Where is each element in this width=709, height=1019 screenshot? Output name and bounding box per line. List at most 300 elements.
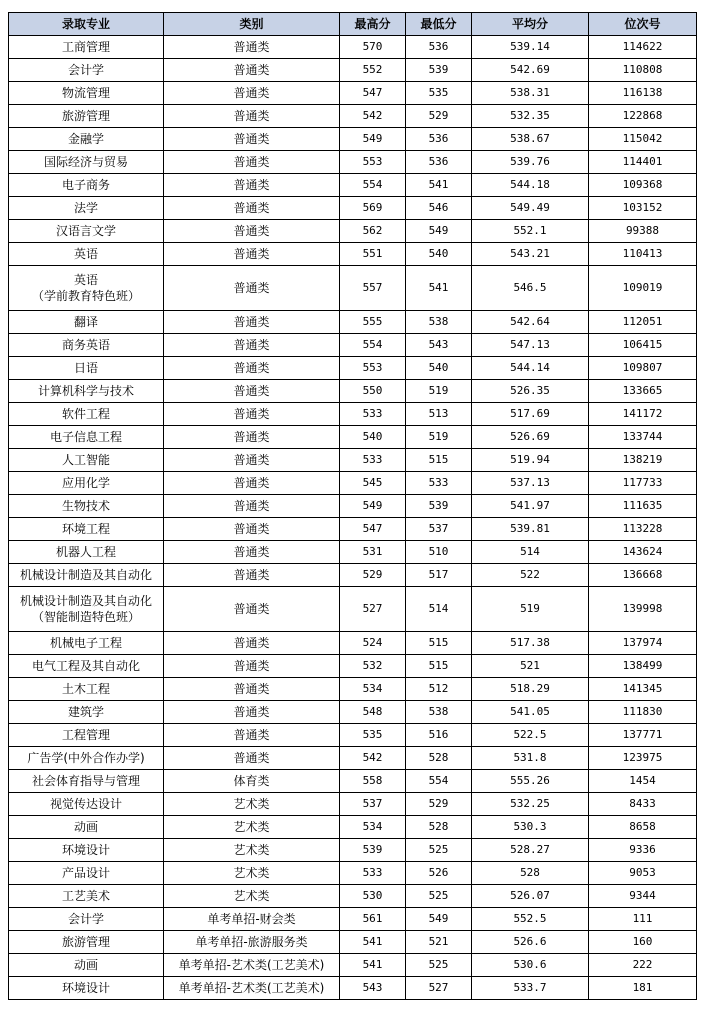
cell-major xyxy=(9,311,164,334)
cell-category: 普通类 xyxy=(164,311,340,334)
cell-category: 普通类 xyxy=(164,334,340,357)
table-row xyxy=(9,564,697,587)
cell-major xyxy=(9,816,164,839)
cell-rank: 139998 xyxy=(589,587,697,632)
major-name: 旅游管理 xyxy=(61,935,110,949)
cell-min-score: 513 xyxy=(406,403,472,426)
table-row xyxy=(9,403,697,426)
cell-avg-score: 533.7 xyxy=(472,977,589,1000)
cell-min-score: 526 xyxy=(406,862,472,885)
cell-rank: 109368 xyxy=(589,174,697,197)
major-name: 英语 xyxy=(73,273,98,287)
cell-avg-score: 526.69 xyxy=(472,426,589,449)
table-row xyxy=(9,472,697,495)
cell-min-score: 536 xyxy=(406,128,472,151)
major-name: 工程管理 xyxy=(61,728,110,742)
cell-major xyxy=(9,197,164,220)
table-row xyxy=(9,931,697,954)
cell-rank: 99388 xyxy=(589,220,697,243)
cell-category: 普通类 xyxy=(164,655,340,678)
cell-rank: 110808 xyxy=(589,59,697,82)
table-row xyxy=(9,977,697,1000)
cell-min-score: 519 xyxy=(406,380,472,403)
cell-rank: 137771 xyxy=(589,724,697,747)
cell-avg-score: 541.97 xyxy=(472,495,589,518)
cell-category: 单考单招-艺术类(工艺美术) xyxy=(164,977,340,1000)
table-row xyxy=(9,954,697,977)
cell-rank: 112051 xyxy=(589,311,697,334)
cell-rank: 111 xyxy=(589,908,697,931)
cell-max-score: 541 xyxy=(340,931,406,954)
cell-avg-score: 552.1 xyxy=(472,220,589,243)
cell-avg-score: 542.64 xyxy=(472,311,589,334)
cell-category: 普通类 xyxy=(164,151,340,174)
cell-major xyxy=(9,632,164,655)
major-note: （智能制造特色班） xyxy=(31,610,140,624)
cell-major xyxy=(9,954,164,977)
table-row xyxy=(9,839,697,862)
cell-category: 普通类 xyxy=(164,357,340,380)
header-min-score: 最低分 xyxy=(406,13,472,36)
cell-max-score: 529 xyxy=(340,564,406,587)
cell-max-score: 553 xyxy=(340,357,406,380)
cell-max-score: 570 xyxy=(340,36,406,59)
cell-category: 普通类 xyxy=(164,449,340,472)
table-row xyxy=(9,587,697,632)
major-name: 法学 xyxy=(73,201,98,215)
cell-rank: 123975 xyxy=(589,747,697,770)
cell-category: 普通类 xyxy=(164,128,340,151)
major-name: 金融学 xyxy=(67,132,104,146)
cell-min-score: 521 xyxy=(406,931,472,954)
cell-major xyxy=(9,472,164,495)
cell-avg-score: 519.94 xyxy=(472,449,589,472)
cell-avg-score: 539.76 xyxy=(472,151,589,174)
cell-avg-score: 532.25 xyxy=(472,793,589,816)
table-row xyxy=(9,220,697,243)
cell-rank: 9053 xyxy=(589,862,697,885)
cell-category: 普通类 xyxy=(164,59,340,82)
cell-category: 艺术类 xyxy=(164,839,340,862)
cell-max-score: 531 xyxy=(340,541,406,564)
cell-rank: 111635 xyxy=(589,495,697,518)
major-name: 环境工程 xyxy=(61,522,110,536)
cell-avg-score: 547.13 xyxy=(472,334,589,357)
cell-avg-score: 541.05 xyxy=(472,701,589,724)
cell-min-score: 527 xyxy=(406,977,472,1000)
cell-category: 单考单招-旅游服务类 xyxy=(164,931,340,954)
cell-avg-score: 518.29 xyxy=(472,678,589,701)
cell-max-score: 569 xyxy=(340,197,406,220)
table-row xyxy=(9,495,697,518)
cell-major xyxy=(9,655,164,678)
cell-category: 单考单招-财会类 xyxy=(164,908,340,931)
cell-major xyxy=(9,449,164,472)
cell-max-score: 533 xyxy=(340,449,406,472)
cell-avg-score: 546.5 xyxy=(472,266,589,311)
cell-min-score: 529 xyxy=(406,793,472,816)
cell-min-score: 543 xyxy=(406,334,472,357)
cell-category: 艺术类 xyxy=(164,862,340,885)
cell-rank: 111830 xyxy=(589,701,697,724)
cell-rank: 222 xyxy=(589,954,697,977)
cell-avg-score: 521 xyxy=(472,655,589,678)
major-name: 机械设计制造及其自动化 xyxy=(19,568,152,582)
cell-max-score: 554 xyxy=(340,334,406,357)
cell-max-score: 534 xyxy=(340,816,406,839)
cell-rank: 109019 xyxy=(589,266,697,311)
cell-max-score: 550 xyxy=(340,380,406,403)
cell-major xyxy=(9,36,164,59)
cell-avg-score: 539.81 xyxy=(472,518,589,541)
table-row xyxy=(9,908,697,931)
cell-max-score: 558 xyxy=(340,770,406,793)
major-name: 环境设计 xyxy=(61,981,110,995)
cell-rank: 109807 xyxy=(589,357,697,380)
cell-category: 普通类 xyxy=(164,632,340,655)
cell-min-score: 538 xyxy=(406,311,472,334)
table-row xyxy=(9,243,697,266)
admission-scores-table xyxy=(8,12,697,1000)
cell-category: 普通类 xyxy=(164,380,340,403)
cell-avg-score: 555.26 xyxy=(472,770,589,793)
cell-rank: 137974 xyxy=(589,632,697,655)
table-row xyxy=(9,334,697,357)
cell-rank: 110413 xyxy=(589,243,697,266)
major-name: 电气工程及其自动化 xyxy=(31,659,140,673)
cell-avg-score: 526.07 xyxy=(472,885,589,908)
cell-max-score: 541 xyxy=(340,954,406,977)
major-name: 建筑学 xyxy=(67,705,104,719)
cell-rank: 143624 xyxy=(589,541,697,564)
cell-min-score: 554 xyxy=(406,770,472,793)
major-name: 动画 xyxy=(73,958,98,972)
cell-avg-score: 526.6 xyxy=(472,931,589,954)
cell-category: 单考单招-艺术类(工艺美术) xyxy=(164,954,340,977)
cell-min-score: 512 xyxy=(406,678,472,701)
major-name: 物流管理 xyxy=(61,86,110,100)
cell-rank: 115042 xyxy=(589,128,697,151)
major-name: 动画 xyxy=(73,820,98,834)
admission-table-container xyxy=(8,12,696,1000)
cell-major xyxy=(9,59,164,82)
cell-min-score: 510 xyxy=(406,541,472,564)
cell-min-score: 536 xyxy=(406,151,472,174)
cell-max-score: 549 xyxy=(340,128,406,151)
cell-max-score: 545 xyxy=(340,472,406,495)
cell-max-score: 542 xyxy=(340,747,406,770)
major-name: 旅游管理 xyxy=(61,109,110,123)
cell-avg-score: 542.69 xyxy=(472,59,589,82)
header-max-score: 最高分 xyxy=(340,13,406,36)
cell-max-score: 548 xyxy=(340,701,406,724)
cell-category: 普通类 xyxy=(164,174,340,197)
major-name: 计算机科学与技术 xyxy=(37,384,134,398)
cell-major xyxy=(9,495,164,518)
cell-major xyxy=(9,747,164,770)
major-name: 应用化学 xyxy=(61,476,110,490)
cell-rank: 8433 xyxy=(589,793,697,816)
cell-avg-score: 544.14 xyxy=(472,357,589,380)
cell-min-score: 537 xyxy=(406,518,472,541)
major-name: 商务英语 xyxy=(61,338,110,352)
cell-rank: 9344 xyxy=(589,885,697,908)
major-name: 生物技术 xyxy=(61,499,110,513)
cell-avg-score: 531.8 xyxy=(472,747,589,770)
cell-rank: 113228 xyxy=(589,518,697,541)
cell-major xyxy=(9,82,164,105)
cell-min-score: 540 xyxy=(406,243,472,266)
cell-max-score: 554 xyxy=(340,174,406,197)
table-row xyxy=(9,380,697,403)
cell-avg-score: 517.38 xyxy=(472,632,589,655)
cell-category: 艺术类 xyxy=(164,793,340,816)
cell-rank: 106415 xyxy=(589,334,697,357)
cell-min-score: 516 xyxy=(406,724,472,747)
cell-rank: 8658 xyxy=(589,816,697,839)
cell-min-score: 515 xyxy=(406,655,472,678)
cell-min-score: 541 xyxy=(406,174,472,197)
cell-min-score: 536 xyxy=(406,36,472,59)
major-name: 产品设计 xyxy=(61,866,110,880)
cell-category: 普通类 xyxy=(164,403,340,426)
cell-major xyxy=(9,266,164,311)
cell-min-score: 528 xyxy=(406,747,472,770)
cell-category: 普通类 xyxy=(164,724,340,747)
major-name: 环境设计 xyxy=(61,843,110,857)
cell-avg-score: 543.21 xyxy=(472,243,589,266)
cell-min-score: 525 xyxy=(406,839,472,862)
major-name: 会计学 xyxy=(67,63,104,77)
major-name: 机械设计制造及其自动化 xyxy=(19,594,152,608)
cell-avg-score: 549.49 xyxy=(472,197,589,220)
cell-min-score: 539 xyxy=(406,495,472,518)
cell-major xyxy=(9,357,164,380)
major-name: 会计学 xyxy=(67,912,104,926)
cell-min-score: 541 xyxy=(406,266,472,311)
cell-min-score: 515 xyxy=(406,449,472,472)
cell-rank: 141345 xyxy=(589,678,697,701)
table-row xyxy=(9,449,697,472)
header-rank: 位次号 xyxy=(589,13,697,36)
cell-rank: 160 xyxy=(589,931,697,954)
cell-major xyxy=(9,541,164,564)
major-name: 软件工程 xyxy=(61,407,110,421)
cell-avg-score: 522 xyxy=(472,564,589,587)
cell-major xyxy=(9,243,164,266)
table-row xyxy=(9,655,697,678)
major-name: 电子信息工程 xyxy=(49,430,122,444)
cell-category: 普通类 xyxy=(164,518,340,541)
table-row xyxy=(9,36,697,59)
cell-max-score: 555 xyxy=(340,311,406,334)
cell-avg-score: 530.6 xyxy=(472,954,589,977)
cell-avg-score: 517.69 xyxy=(472,403,589,426)
cell-min-score: 546 xyxy=(406,197,472,220)
major-name: 工商管理 xyxy=(61,40,110,54)
cell-category: 普通类 xyxy=(164,243,340,266)
cell-category: 普通类 xyxy=(164,564,340,587)
cell-avg-score: 519 xyxy=(472,587,589,632)
cell-avg-score: 526.35 xyxy=(472,380,589,403)
cell-max-score: 553 xyxy=(340,151,406,174)
cell-max-score: 539 xyxy=(340,839,406,862)
table-row xyxy=(9,266,697,311)
cell-major xyxy=(9,862,164,885)
cell-category: 艺术类 xyxy=(164,885,340,908)
table-body xyxy=(9,36,697,1000)
header-major: 录取专业 xyxy=(9,13,164,36)
cell-rank: 122868 xyxy=(589,105,697,128)
cell-avg-score: 530.3 xyxy=(472,816,589,839)
cell-major xyxy=(9,977,164,1000)
cell-category: 普通类 xyxy=(164,472,340,495)
table-row xyxy=(9,105,697,128)
table-row xyxy=(9,151,697,174)
major-name: 机器人工程 xyxy=(55,545,116,559)
table-row xyxy=(9,678,697,701)
cell-avg-score: 538.31 xyxy=(472,82,589,105)
major-name: 日语 xyxy=(73,361,98,375)
cell-major xyxy=(9,793,164,816)
cell-category: 体育类 xyxy=(164,770,340,793)
cell-major xyxy=(9,174,164,197)
cell-category: 普通类 xyxy=(164,82,340,105)
cell-max-score: 549 xyxy=(340,495,406,518)
cell-rank: 9336 xyxy=(589,839,697,862)
cell-max-score: 557 xyxy=(340,266,406,311)
cell-max-score: 543 xyxy=(340,977,406,1000)
cell-category: 普通类 xyxy=(164,105,340,128)
cell-max-score: 551 xyxy=(340,243,406,266)
cell-major xyxy=(9,885,164,908)
cell-major xyxy=(9,701,164,724)
cell-min-score: 529 xyxy=(406,105,472,128)
cell-rank: 136668 xyxy=(589,564,697,587)
table-row xyxy=(9,357,697,380)
major-name: 工艺美术 xyxy=(61,889,110,903)
cell-major xyxy=(9,678,164,701)
cell-avg-score: 539.14 xyxy=(472,36,589,59)
cell-min-score: 549 xyxy=(406,220,472,243)
major-name: 社会体育指导与管理 xyxy=(31,774,140,788)
cell-major xyxy=(9,839,164,862)
cell-rank: 141172 xyxy=(589,403,697,426)
cell-major xyxy=(9,151,164,174)
major-name: 国际经济与贸易 xyxy=(43,155,128,169)
cell-category: 普通类 xyxy=(164,36,340,59)
major-name: 广告学(中外合作办学) xyxy=(27,751,145,765)
cell-category: 普通类 xyxy=(164,747,340,770)
cell-min-score: 538 xyxy=(406,701,472,724)
cell-max-score: 540 xyxy=(340,426,406,449)
header-avg-score: 平均分 xyxy=(472,13,589,36)
cell-rank: 133744 xyxy=(589,426,697,449)
table-row xyxy=(9,724,697,747)
cell-avg-score: 532.35 xyxy=(472,105,589,128)
table-row xyxy=(9,59,697,82)
cell-max-score: 542 xyxy=(340,105,406,128)
cell-max-score: 524 xyxy=(340,632,406,655)
cell-min-score: 528 xyxy=(406,816,472,839)
major-name: 土木工程 xyxy=(61,682,110,696)
table-row xyxy=(9,770,697,793)
cell-rank: 117733 xyxy=(589,472,697,495)
cell-major xyxy=(9,587,164,632)
cell-rank: 116138 xyxy=(589,82,697,105)
cell-category: 普通类 xyxy=(164,197,340,220)
cell-max-score: 527 xyxy=(340,587,406,632)
cell-major xyxy=(9,380,164,403)
table-row xyxy=(9,174,697,197)
cell-min-score: 540 xyxy=(406,357,472,380)
table-row xyxy=(9,632,697,655)
major-name: 翻译 xyxy=(73,315,98,329)
cell-max-score: 535 xyxy=(340,724,406,747)
cell-min-score: 533 xyxy=(406,472,472,495)
table-row xyxy=(9,816,697,839)
cell-min-score: 549 xyxy=(406,908,472,931)
header-category: 类别 xyxy=(164,13,340,36)
cell-major xyxy=(9,724,164,747)
cell-category: 普通类 xyxy=(164,587,340,632)
cell-avg-score: 544.18 xyxy=(472,174,589,197)
cell-major xyxy=(9,426,164,449)
cell-category: 普通类 xyxy=(164,701,340,724)
cell-avg-score: 537.13 xyxy=(472,472,589,495)
cell-avg-score: 528.27 xyxy=(472,839,589,862)
cell-max-score: 547 xyxy=(340,82,406,105)
cell-max-score: 537 xyxy=(340,793,406,816)
cell-major xyxy=(9,770,164,793)
cell-category: 普通类 xyxy=(164,541,340,564)
cell-min-score: 539 xyxy=(406,59,472,82)
cell-max-score: 532 xyxy=(340,655,406,678)
cell-max-score: 534 xyxy=(340,678,406,701)
cell-min-score: 514 xyxy=(406,587,472,632)
major-name: 机械电子工程 xyxy=(49,636,122,650)
cell-category: 普通类 xyxy=(164,678,340,701)
major-name: 视觉传达设计 xyxy=(49,797,122,811)
cell-min-score: 517 xyxy=(406,564,472,587)
table-row xyxy=(9,197,697,220)
major-name: 电子商务 xyxy=(61,178,110,192)
cell-rank: 133665 xyxy=(589,380,697,403)
cell-rank: 114622 xyxy=(589,36,697,59)
cell-min-score: 535 xyxy=(406,82,472,105)
cell-major xyxy=(9,128,164,151)
cell-major xyxy=(9,518,164,541)
cell-major xyxy=(9,105,164,128)
header-row xyxy=(9,13,697,36)
cell-major xyxy=(9,334,164,357)
cell-category: 普通类 xyxy=(164,495,340,518)
table-row xyxy=(9,885,697,908)
cell-min-score: 519 xyxy=(406,426,472,449)
cell-avg-score: 528 xyxy=(472,862,589,885)
cell-max-score: 561 xyxy=(340,908,406,931)
cell-min-score: 515 xyxy=(406,632,472,655)
major-name: 汉语言文学 xyxy=(55,224,116,238)
cell-rank: 114401 xyxy=(589,151,697,174)
table-row xyxy=(9,541,697,564)
table-row xyxy=(9,862,697,885)
cell-max-score: 533 xyxy=(340,862,406,885)
table-row xyxy=(9,311,697,334)
cell-avg-score: 538.67 xyxy=(472,128,589,151)
table-row xyxy=(9,128,697,151)
cell-rank: 1454 xyxy=(589,770,697,793)
